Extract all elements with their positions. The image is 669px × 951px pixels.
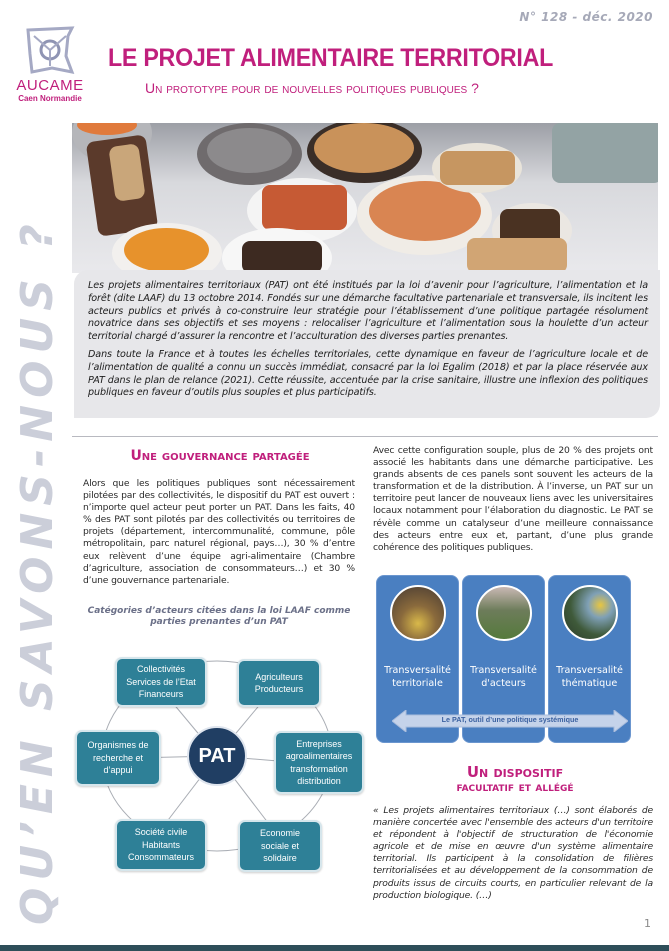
intro-paragraph-2: Dans toute la France et à toutes les échelles territoriales, cette dynamique en faveur de l’agriculture locale et de l’alimentation de qualité a connu un succès immédiat, consacré par la loi Egalim (2018) et par la place réservée aux PAT dans le plan de relance (2021). Cette réussite, accentuée par la crise sanitaire, illustre une inflexion des politiques publiques en faveur d’outils plus souples et plus participatifs. — [88, 348, 648, 399]
food-buffet-photo — [72, 123, 658, 273]
pat-center-node: PAT — [187, 726, 247, 786]
node-agriculteurs — [237, 659, 321, 707]
node-line: agroalimentaires — [285, 751, 353, 761]
node-organismes-recherche — [75, 730, 161, 786]
node-societe-civile — [115, 819, 207, 871]
node-line: Collectivités — [136, 664, 185, 675]
panel-label — [549, 664, 630, 690]
heading-line2: facultatif et allégé — [456, 780, 574, 795]
people-group-photo — [476, 585, 532, 641]
footer-bar — [0, 945, 669, 951]
node-line: solidaire — [263, 853, 297, 864]
node-line: Société civile — [134, 827, 188, 838]
aucame-logo — [10, 26, 90, 106]
node-line: transformation — [290, 763, 348, 774]
panel-label-line2: territoriale — [392, 678, 443, 689]
issue-number: N° 128 - déc. 2020 — [519, 10, 653, 24]
panel-label — [463, 664, 544, 690]
page-subtitle: Un prototype pour de nouvelles politiques publiques ? — [145, 80, 479, 96]
panel-label-line2: thématique — [561, 678, 618, 689]
node-line: d’appui — [103, 765, 133, 776]
node-line: Agriculteurs — [255, 671, 303, 682]
node-line: sociale et — [260, 840, 300, 851]
panel-label — [377, 664, 458, 690]
page-number: 1 — [644, 917, 651, 930]
node-line: Habitants — [141, 839, 181, 850]
side-banner-title: QU’EN SAVONS-NOUS ? — [12, 217, 63, 925]
section-divider — [72, 436, 658, 437]
node-entreprises — [274, 731, 364, 794]
arrow-label: Le PAT, outil d’une politique systémique — [441, 715, 579, 724]
node-line: Consommateurs — [127, 852, 195, 863]
logo-city: Caen Normandie — [18, 94, 82, 103]
diagram-caption: Catégories d’acteurs citées dans la loi LAAF comme parties prenantes d’un PAT — [87, 606, 351, 627]
participation-text: Avec cette configuration souple, plus de 20 % des projets ont associé les habitants dans une démarche participative. Les grands absents de ces panels sont souvent les acteurs de la transformation et de la distribution. À l’inverse, un PAT sur un territoire peut lancer de nouveaux liens avec les universitaires locaux notamment pour l’élaboration du diagnostic. Le PAT se révèle comme un catalyseur d’une meilleure connaissance des acteurs entre eux et, partant, d’une plus grande cohérence des politiques publiques. — [373, 445, 653, 553]
node-line: distribution — [297, 776, 341, 786]
node-line: recherche et — [92, 752, 144, 763]
section-heading-governance: Une gouvernance partagée — [130, 448, 310, 464]
page-title: LE PROJET ALIMENTAIRE TERRITORIAL — [108, 44, 554, 72]
node-line: Financeurs — [138, 689, 184, 700]
logo-emblem-icon — [22, 26, 78, 76]
node-line: Organismes de — [87, 740, 149, 751]
double-arrow — [392, 710, 628, 732]
heading-line1: Un dispositif — [466, 763, 564, 781]
node-collectivites — [115, 657, 207, 707]
node-line: Producteurs — [254, 684, 304, 694]
intro-paragraph-1: Les projets alimentaires territoriaux (PAT) ont été institués par la loi d’avenir pour l’agriculture, l’alimentation et la forêt (dite LAAF) du 13 octobre 2014. Fondés sur une démarche facultative partenariale et transversale, ils incitent les acteurs publics et privés à co-construire leur stratégie pour l’établissement d’une politique partagée résolument novatrice dans ses objectifs et ses moyens : relocaliser l’agriculture et l’alimentation sous la houlette d’un acteur territorial chargé d’assurer la rencontre et l’acculturation des diverses parties prenantes. — [88, 280, 648, 343]
panel-label-line1: Transversalité — [470, 665, 537, 676]
node-economie-sociale — [238, 820, 322, 872]
panel-label-line2: d'acteurs — [481, 678, 526, 689]
node-line: Services de l’Etat — [126, 676, 196, 687]
panel-label-line1: Transversalité — [384, 665, 451, 676]
node-line: Economie — [259, 828, 301, 839]
law-quote: « Les projets alimentaires territoriaux (…) sont élaborés de manière concertée avec l'ensemble des acteurs d'un territoire et répondent à l'objectif de structuration de l'économie agricole et de mise en œuvre d'un système alimentaire territorial. Ils participent à la consolidation de filières territorialisées et au développement de la consommation de produits issus de circuits courts, en particulier relevant de la production biologique. (…) — [373, 805, 653, 901]
governance-text: Alors que les politiques publiques sont nécessairement pilotées par des collectivités, le dispositif du PAT est ouvert : n’importe quel acteur peut porter un PAT. Dans les faits, 40 % des PAT sont pilotés par des collectivités ou territoires de projets (département, intercommunalité, commune, pôle métropolitain, parc naturel régional, pays…), 30 % d’entre eux relèvent d’une équipe agri-alimentaire (Chambre d’agriculture, association de consommateurs…) et 30 % d’une gouvernance partenariale. — [83, 478, 355, 586]
stakeholder-diagram — [72, 650, 372, 880]
node-line: Entreprises — [296, 738, 342, 749]
garden-photo — [390, 585, 446, 641]
transversality-graphic — [376, 575, 641, 743]
section-heading-dispositif — [380, 765, 650, 795]
intro-summary-box — [74, 270, 660, 418]
scarecrow-garden-photo — [562, 585, 618, 641]
logo-name: AUCAME — [16, 77, 84, 94]
panel-label-line1: Transversalité — [556, 665, 623, 676]
